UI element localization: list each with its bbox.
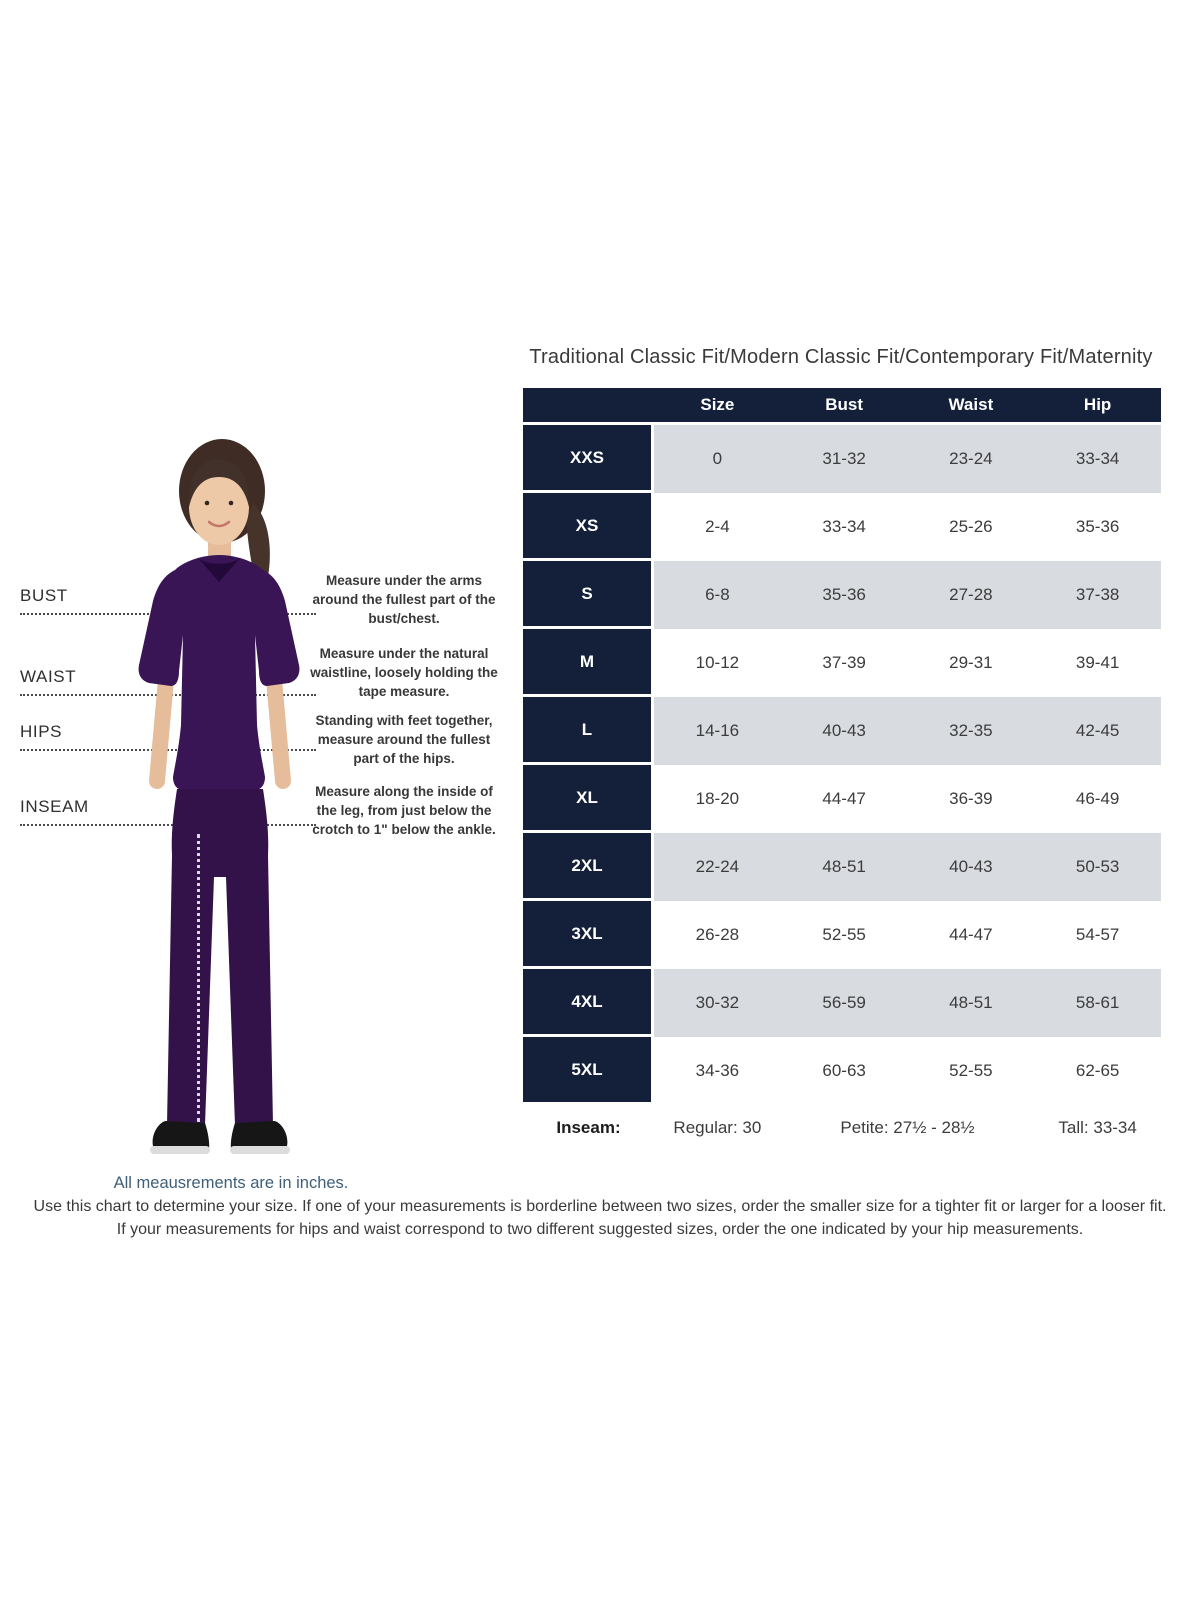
bust-cell: 44-47: [781, 765, 908, 833]
row-label: L: [523, 697, 654, 765]
size-cell: 30-32: [654, 969, 781, 1037]
waist-cell: 29-31: [908, 629, 1035, 697]
waist-cell: 25-26: [908, 493, 1035, 561]
chart-title: Traditional Classic Fit/Modern Classic Fit/Contemporary Fit/Maternity: [529, 346, 1153, 368]
model-illustration: [95, 425, 345, 1165]
waist-cell: 23-24: [908, 425, 1035, 493]
bust-cell: 35-36: [781, 561, 908, 629]
inseam-petite: Petite: 27½ - 28½: [840, 1118, 975, 1137]
bust-cell: 40-43: [781, 697, 908, 765]
inseam-vertical-line: [197, 834, 200, 1122]
col-header-waist: Waist: [948, 395, 994, 414]
table-row: [523, 493, 1161, 561]
inseam-row: [523, 1110, 1161, 1146]
table-row: [523, 697, 1161, 765]
size-cell: 26-28: [654, 901, 781, 969]
waist-cell: 36-39: [908, 765, 1035, 833]
waist-instruction: Measure under the natural waistline, loosely holding the tape measure.: [310, 646, 498, 699]
hip-cell: 54-57: [1034, 901, 1161, 969]
inseam-row-label: Inseam:: [556, 1118, 621, 1137]
table-row: [523, 901, 1161, 969]
hip-cell: 33-34: [1034, 425, 1161, 493]
bust-cell: 37-39: [781, 629, 908, 697]
size-table: [523, 388, 1161, 1146]
size-cell: 14-16: [654, 697, 781, 765]
inseam-label: INSEAM: [20, 797, 89, 816]
table-row: [523, 969, 1161, 1037]
hip-cell: 62-65: [1034, 1037, 1161, 1105]
row-label: XXS: [523, 425, 654, 493]
row-label: 2XL: [523, 833, 654, 901]
table-header: [523, 388, 1161, 422]
bust-cell: 56-59: [781, 969, 908, 1037]
row-label: XS: [523, 493, 654, 561]
footer-note-2: If your measurements for hips and waist correspond to two different suggested sizes, order the one indicated by your hip measurements.: [116, 1221, 1084, 1238]
waist-cell: 32-35: [908, 697, 1035, 765]
waist-cell: 27-28: [908, 561, 1035, 629]
row-label: 4XL: [523, 969, 654, 1037]
size-cell: 34-36: [654, 1037, 781, 1105]
size-cell: 22-24: [654, 833, 781, 901]
hip-cell: 35-36: [1034, 493, 1161, 561]
waist-cell: 44-47: [908, 901, 1035, 969]
units-caption: All meausrements are in inches.: [113, 1174, 349, 1192]
size-cell: 0: [654, 425, 781, 493]
corner-cell: [523, 388, 654, 422]
hip-cell: 37-38: [1034, 561, 1161, 629]
table-row: [523, 1037, 1161, 1105]
bust-cell: 52-55: [781, 901, 908, 969]
bust-label: BUST: [20, 586, 68, 605]
hip-cell: 58-61: [1034, 969, 1161, 1037]
footer-note-1: Use this chart to determine your size. If one of your measurements is borderline between two sizes, order the smaller size for a tighter fit or larger for a looser fit.: [33, 1198, 1167, 1215]
col-header-hip: Hip: [1083, 395, 1112, 414]
table-row: [523, 629, 1161, 697]
inseam-tall: Tall: 33-34: [1058, 1118, 1137, 1137]
bust-cell: 31-32: [781, 425, 908, 493]
bust-cell: 48-51: [781, 833, 908, 901]
size-cell: 10-12: [654, 629, 781, 697]
hip-cell: 50-53: [1034, 833, 1161, 901]
bust-cell: 60-63: [781, 1037, 908, 1105]
row-label: S: [523, 561, 654, 629]
row-label: 5XL: [523, 1037, 654, 1105]
waist-cell: 40-43: [908, 833, 1035, 901]
hips-instruction: Standing with feet together, measure around the fullest part of the hips.: [315, 713, 493, 766]
waist-label: WAIST: [20, 667, 77, 686]
table-row: [523, 833, 1161, 901]
bust-instruction: Measure under the arms around the fullest part of the bust/chest.: [312, 573, 496, 626]
inseam-regular: Regular: 30: [673, 1118, 762, 1137]
row-label: 3XL: [523, 901, 654, 969]
inseam-instruction: Measure along the inside of the leg, from just below the crotch to 1" below the ankle.: [312, 784, 496, 837]
hip-cell: 42-45: [1034, 697, 1161, 765]
row-label: XL: [523, 765, 654, 833]
bust-cell: 33-34: [781, 493, 908, 561]
hip-cell: 46-49: [1034, 765, 1161, 833]
table-row: [523, 425, 1161, 493]
size-cell: 2-4: [654, 493, 781, 561]
table-row: [523, 561, 1161, 629]
col-header-size: Size: [700, 395, 735, 414]
table-row: [523, 765, 1161, 833]
size-cell: 6-8: [654, 561, 781, 629]
hips-label: HIPS: [20, 722, 63, 741]
waist-cell: 48-51: [908, 969, 1035, 1037]
model-figure: [95, 425, 345, 1165]
hip-cell: 39-41: [1034, 629, 1161, 697]
waist-cell: 52-55: [908, 1037, 1035, 1105]
size-cell: 18-20: [654, 765, 781, 833]
row-label: M: [523, 629, 654, 697]
col-header-bust: Bust: [825, 395, 864, 414]
